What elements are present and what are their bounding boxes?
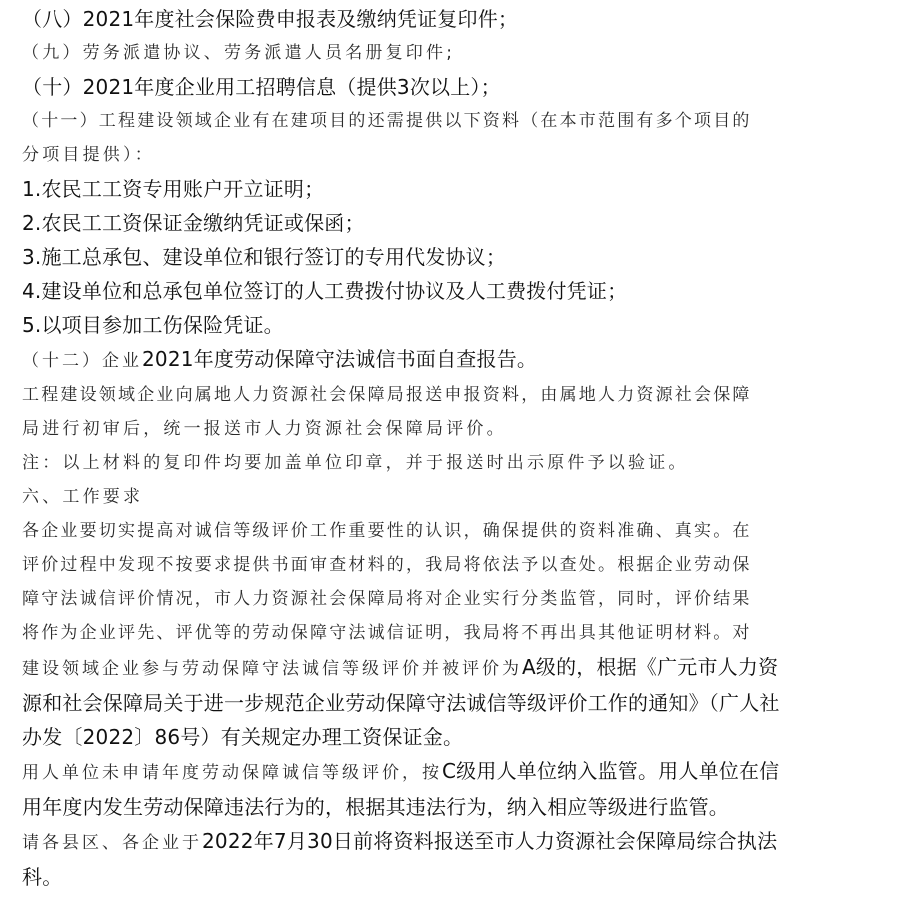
sub-item-5: 5.以项目参加工伤保险凭证。 [22,313,284,337]
item-8: （八）2021年度社会保险费申报表及缴纳凭证复印件； [22,7,519,31]
paragraph-submission-continued: 局进行初审后，统一报送市人力资源社会保障局评价。 [22,419,507,439]
unit-paragraph-line-1-b: C级用人单位纳入监管。用人单位在信 [442,759,780,783]
sub-item-4: 4.建设单位和总承包单位签订的人工费拨付协议及人工费拨付凭证； [22,279,628,303]
requirements-line-4: 将作为企业评先、评优等的劳动保障守法诚信证明，我局将不再出具其他证明材料。对 [22,623,752,643]
item-12-text: 2021年度劳动保障守法诚信书面自查报告。 [142,347,538,371]
requirements-line-7: 办发〔2022〕86号）有关规定办理工资保证金。 [22,725,464,749]
sub-item-2: 2.农民工工资保证金缴纳凭证或保函； [22,211,365,235]
sub-item-1: 1.农民工工资专用账户开立证明； [22,177,325,201]
deadline-paragraph-line-2: 科。 [22,865,63,889]
section-heading-work-requirements: 六、工作要求 [22,487,144,507]
item-11: （十一）工程建设领域企业有在建项目的还需提供以下资料（在本市范围有多个项目的 [22,111,752,131]
item-12 [22,342,882,378]
deadline-paragraph-line-1-a: 请各县区、各企业于 [22,833,202,853]
item-12-prefix: （十二）企业 [22,351,142,371]
deadline-paragraph-line-1-b: 2022年7月30日前将资料报送至市人力资源社会保障局综合执法 [202,829,778,853]
unit-paragraph-line-2: 用年度内发生劳动保障违法行为的，根据其违法行为，纳入相应等级进行监管。 [22,795,729,819]
paragraph-submission: 工程建设领域企业向属地人力资源社会保障局报送申报资料，由属地人力资源社会保障 [22,385,752,405]
requirements-line-5 [22,650,882,686]
document-body [22,2,882,894]
requirements-line-5-b: A级的，根据《广元市人力资 [522,655,779,679]
requirements-line-3: 障守法诚信评价情况，市人力资源社会保障局将对企业实行分类监管，同时，评价结果 [22,589,752,609]
requirements-line-6: 源和社会保障局关于进一步规范企业劳动保障守法诚信等级评价工作的通知》（广人社 [22,691,780,715]
unit-paragraph-line-1-a: 用人单位未申请年度劳动保障诚信等级评价，按 [22,763,442,783]
sub-item-3: 3.施工总承包、建设单位和银行签订的专用代发协议； [22,245,507,269]
item-9: （九）劳务派遣协议、劳务派遣人员名册复印件; [22,43,456,63]
note-paragraph: 注：以上材料的复印件均要加盖单位印章，并于报送时出示原件予以验证。 [22,453,689,473]
requirements-line-5-a: 建设领域企业参与劳动保障守法诚信等级评价并被评价为 [22,659,522,679]
item-10: （十）2021年度企业用工招聘信息（提供3次以上）； [22,75,501,99]
requirements-line-2: 评价过程中发现不按要求提供书面审查材料的，我局将依法予以查处。根据企业劳动保 [22,555,752,575]
unit-paragraph-line-1 [22,754,882,790]
requirements-line-1: 各企业要切实提高对诚信等级评价工作重要性的认识，确保提供的资料准确、真实。在 [22,521,752,541]
item-11-continued: 分项目提供）： [22,145,155,165]
deadline-paragraph-line-1 [22,824,882,860]
